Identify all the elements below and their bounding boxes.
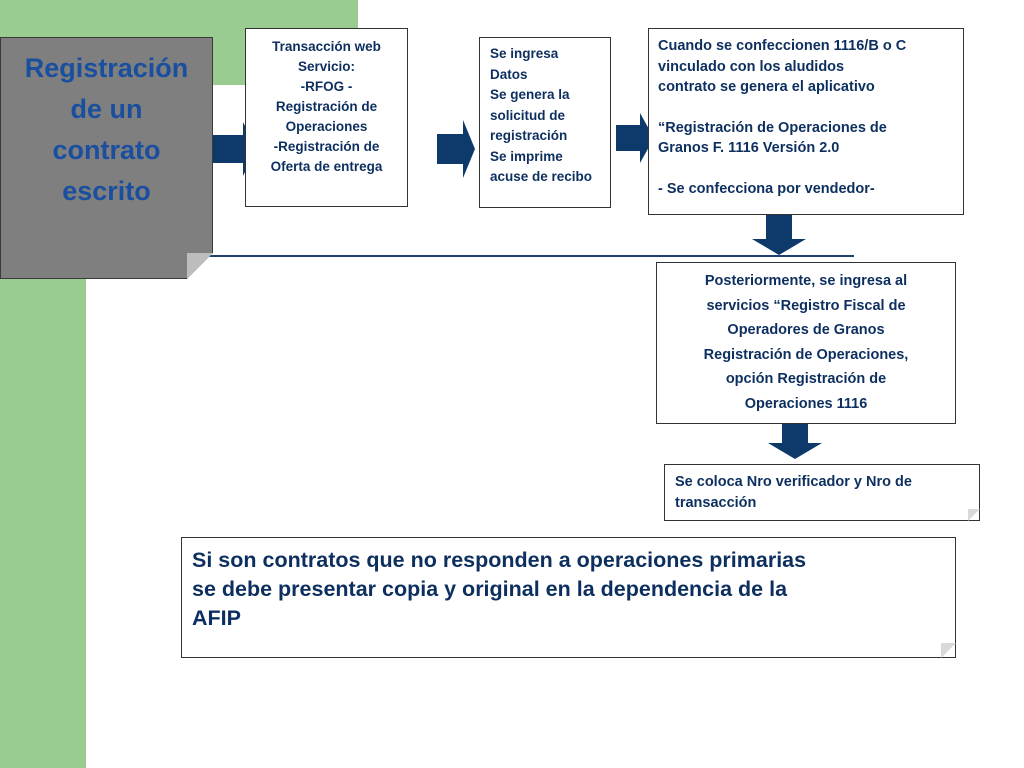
text-line: registración [490,128,568,143]
step-web-transaction-box [245,28,408,207]
text-line: -RFOG - [300,79,353,94]
text-line: Operadores de Granos [727,322,885,338]
text-line: Cuando se confeccionen 1116/B o C [658,38,907,54]
text-line: Se ingresa [490,46,559,61]
text-line: Datos [490,66,528,82]
text-line: “Registración de Operaciones de [658,119,887,136]
text-line: AFIP [192,606,241,630]
text-line: se debe presentar copia y original en la dependencia de la [192,577,788,601]
text-line: - Se confecciona por vendedor- [658,180,875,197]
diagram-title: Registración de un contrato escrito [24,53,189,206]
text-line: Se genera la [490,87,570,102]
text-line: solicitud de [490,107,566,123]
text-line: Si son contratos que no responden a operaciones primarias [192,548,807,572]
text-line: Servicio: [297,59,356,74]
text-line: Se coloca Nro verificador y Nro de [675,474,912,490]
title-card-fold [187,253,213,279]
text-line: Registración de Operaciones, [703,346,909,363]
text-line: Transacción web [272,39,381,54]
step-data-entry-box [479,37,611,208]
text-line: opción Registración de [725,371,887,387]
text-line: -Registración de [273,139,380,154]
step-application-box [648,28,964,215]
step-verifier-box [664,464,980,521]
text-line: Oferta de entrega [270,159,383,174]
text-line: servicios “Registro Fiscal de [706,297,906,314]
note-primary-operations-box [181,537,956,658]
text-line: Registración de [275,99,378,114]
text-line: Granos F. 1116 Versión 2.0 [658,140,840,156]
text-line: transacción [675,494,757,511]
step-fiscal-registry-box [656,262,956,424]
text-line: contrato se genera el aplicativo [658,79,875,95]
text-line: vinculado con los aludidos [658,58,845,75]
text-line: Operaciones [285,119,368,134]
arrow-right-2 [437,120,475,178]
text-line: Posteriormente, se ingresa al [704,273,908,289]
arrow-down-1 [752,215,806,255]
text-line: acuse de recibo [490,169,593,184]
text-line: Operaciones 1116 [744,395,868,412]
text-line: Se imprime [490,148,563,164]
divider-line [190,255,854,257]
